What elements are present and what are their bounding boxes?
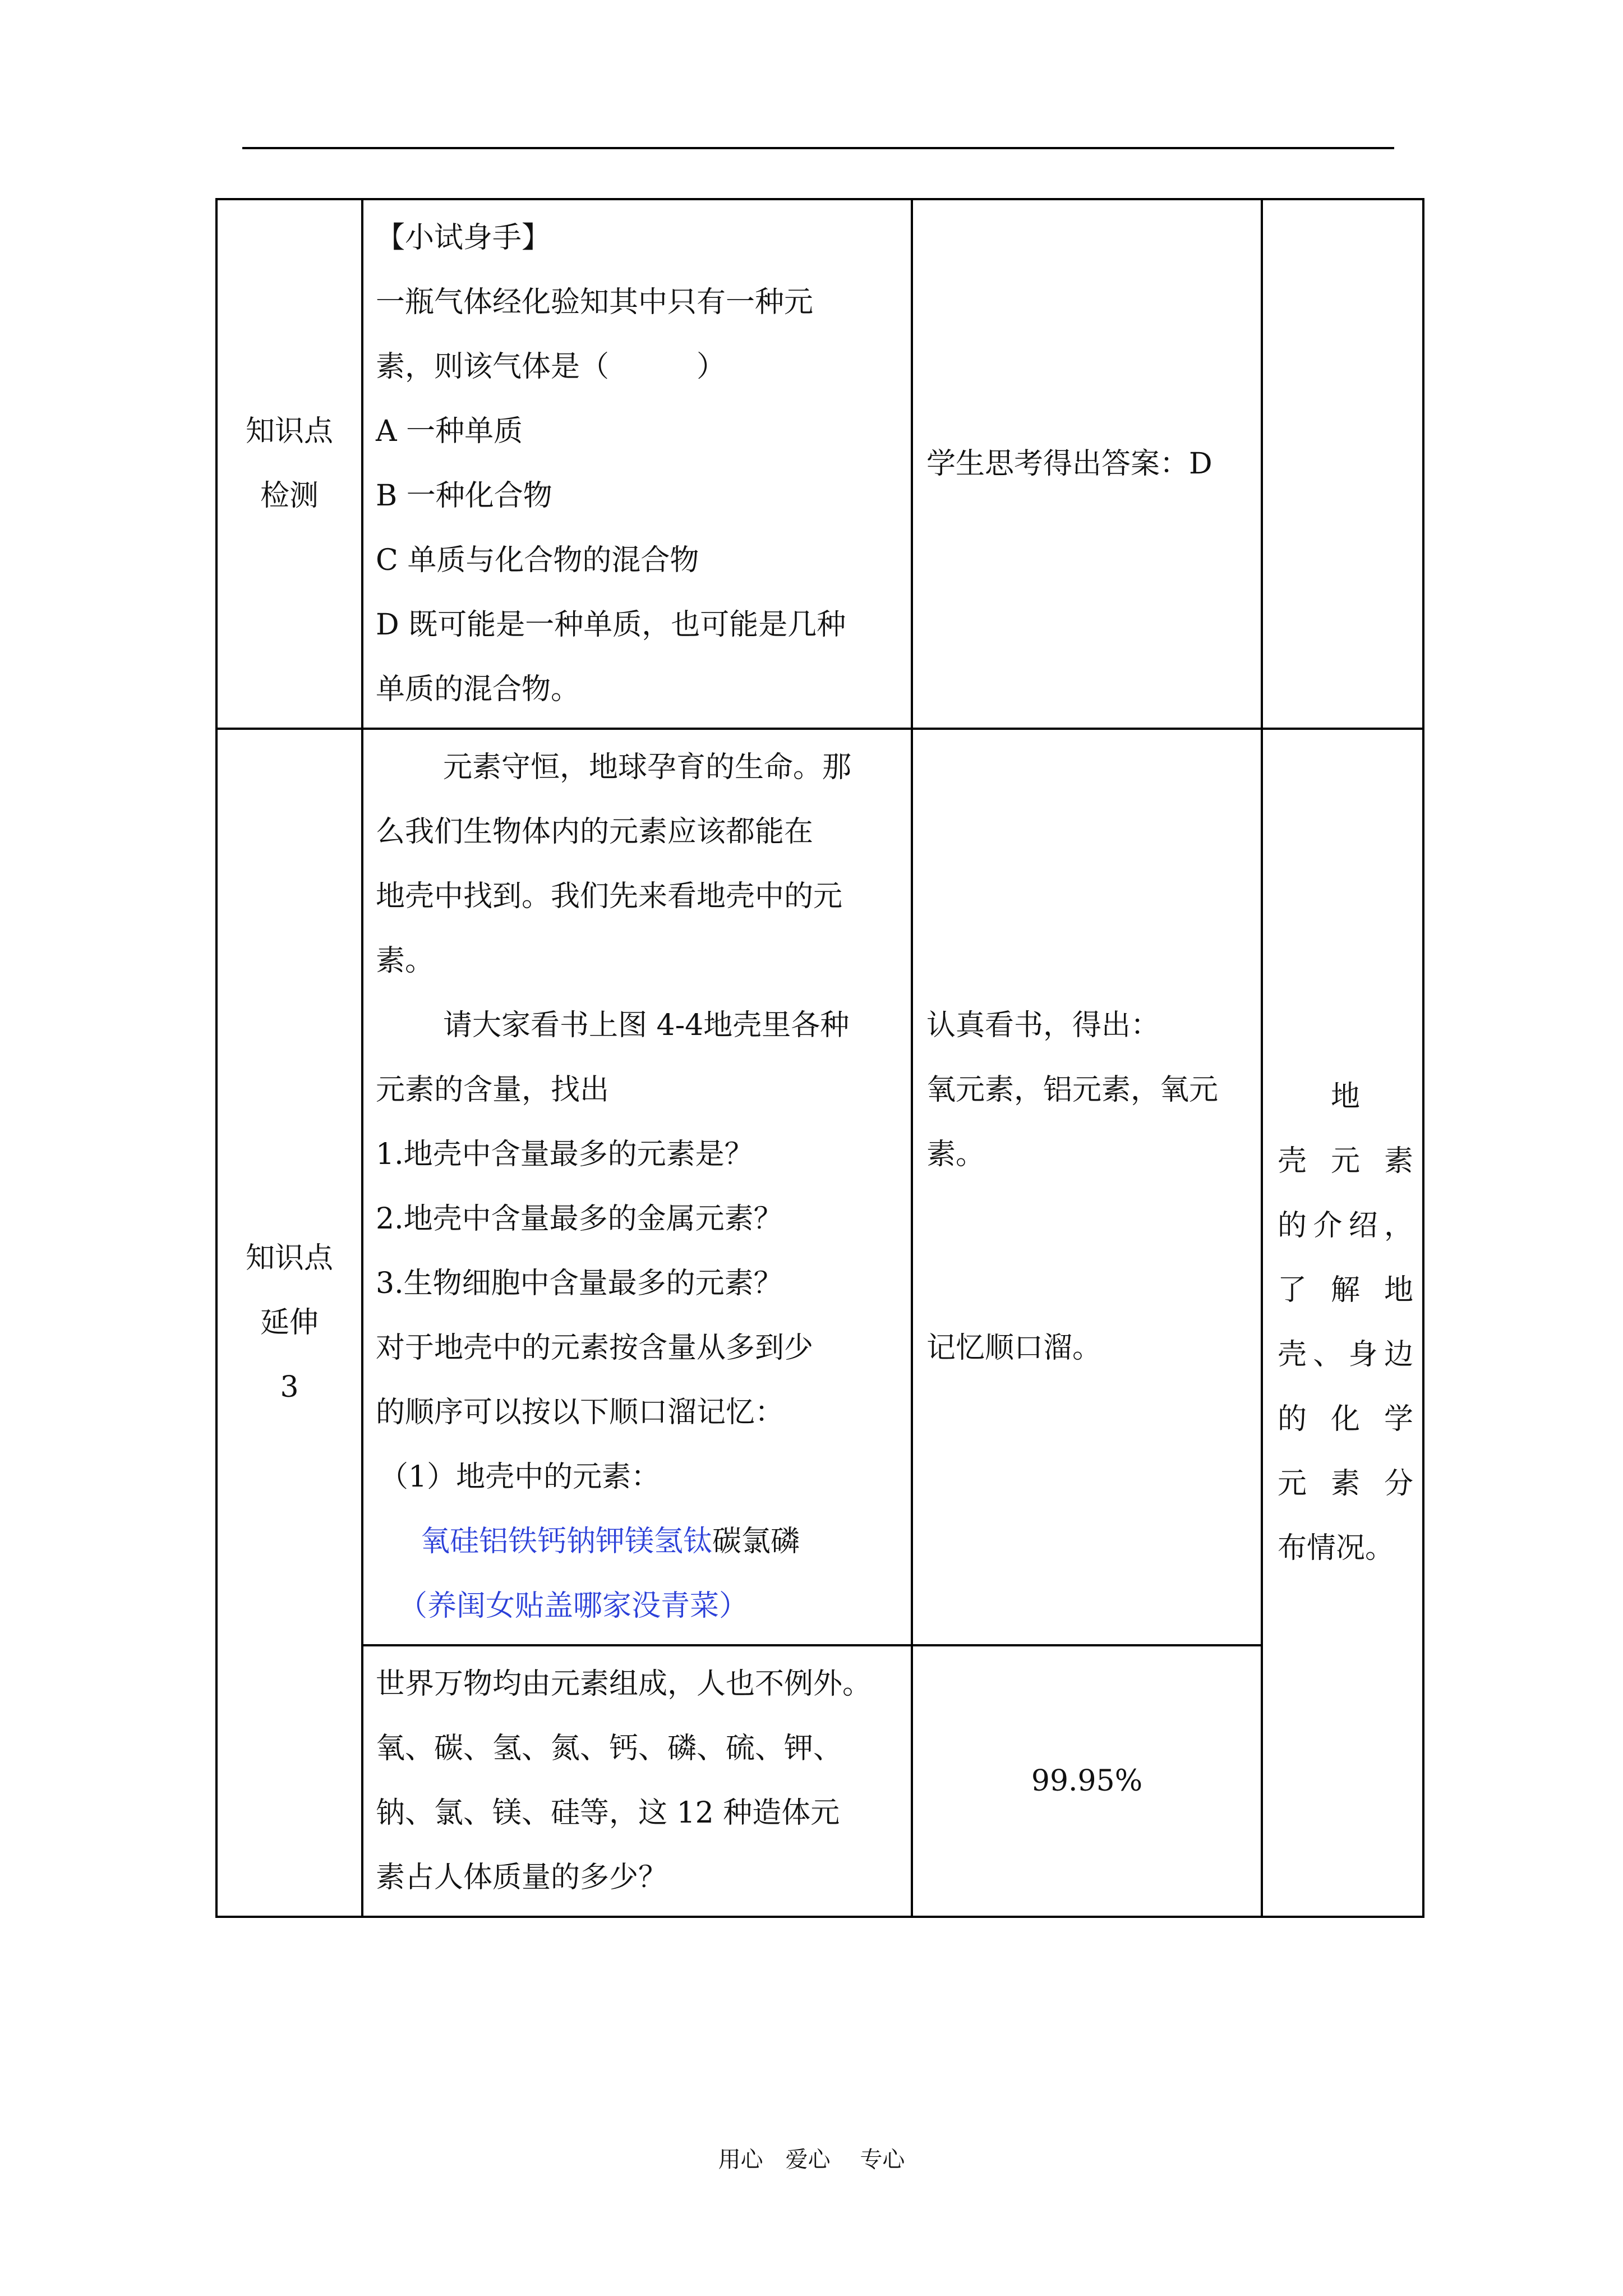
section-label-line: 知识点 [245, 1241, 333, 1275]
intent-line: 地 [1330, 1080, 1360, 1114]
content-line: A 一种单质 [376, 415, 523, 448]
intent-cell [1262, 729, 1423, 1917]
content-cell [362, 199, 912, 729]
intent-line: 布情况。 [1278, 1531, 1395, 1565]
content-cell [362, 1645, 912, 1917]
header-rule [242, 147, 1394, 149]
content-line: 3.生物细胞中含量最多的元素？ [376, 1267, 783, 1300]
content-line: C 单质与化合物的混合物 [376, 544, 699, 577]
intent-line: 壳、身边 [1278, 1338, 1413, 1372]
content-line: 氧、碳、氢、氮、钙、磷、硫、钾、 [376, 1732, 843, 1765]
content-line: 钠、氯、镁、硅等，这 12 种造体元 [376, 1796, 840, 1830]
content-line: 的顺序可以按以下顺口溜记忆： [376, 1396, 785, 1429]
content-line: 2.地壳中含量最多的金属元素？ [376, 1202, 783, 1236]
student-answer: 学生思考得出答案：D [926, 447, 1212, 481]
page-footer: 用心 爱心 专心 [718, 2147, 905, 2173]
section-label-cell [216, 199, 362, 729]
intent-line: 壳元素 [1278, 1144, 1413, 1178]
mnemonic-line [376, 1510, 900, 1574]
student-activity-memo: 记忆顺口溜。 [926, 1331, 1102, 1365]
student-activity-line: 素。 [926, 1138, 985, 1171]
content-cell [362, 729, 912, 1645]
content-line: （1）地壳中的元素： [379, 1460, 661, 1494]
content-line: 素。 [376, 944, 435, 978]
table-row-check [216, 199, 1423, 729]
student-activity-line: 氧元素，铝元素，氧元 [926, 1073, 1219, 1107]
content-line: 1.地壳中含量最多的元素是？ [376, 1138, 754, 1171]
student-activity-line: 认真看书，得出： [926, 1009, 1160, 1042]
content-line: 单质的混合物。 [376, 673, 580, 706]
content-line: 么我们生物体内的元素应该都能在 [376, 815, 814, 849]
intent-cell [1262, 199, 1423, 729]
content-line: 一瓶气体经化验知其中只有一种元 [376, 286, 814, 319]
content-line: 地壳中找到。我们先来看地壳中的元 [376, 880, 843, 913]
section-label-line: 延伸 [260, 1305, 319, 1340]
content-line: 【小试身手】 [376, 221, 551, 255]
intent-line: 的介绍， [1278, 1209, 1413, 1243]
mnemonic-elements-tail: 碳氯磷 [712, 1525, 800, 1558]
content-line: 请大家看书上图 4-4地壳里各种 [443, 1009, 850, 1042]
section-label-line: 知识点 [245, 415, 333, 448]
student-activity-cell [912, 199, 1262, 729]
student-activity-cell [912, 729, 1262, 1645]
content-line: 元素守恒，地球孕育的生命。那 [443, 751, 852, 784]
section-label-line: 3 [280, 1370, 299, 1404]
content-line: 素，则该气体是（ ） [376, 350, 726, 384]
content-line: 素占人体质量的多少？ [376, 1861, 668, 1894]
section-label-cell [216, 729, 362, 1917]
percentage-answer: 99.95% [1031, 1764, 1143, 1798]
intent-line: 元素分 [1278, 1467, 1413, 1501]
table-row-extension [216, 729, 1423, 1645]
mnemonic-phrase: （养闺女贴盖哪家没青菜） [398, 1589, 749, 1623]
lesson-table [215, 198, 1424, 1918]
table-row-human-elements [216, 1645, 1423, 1917]
content-line: B 一种化合物 [376, 479, 552, 513]
intent-line: 的化学 [1278, 1402, 1413, 1436]
student-activity-spacer [926, 1187, 1251, 1251]
content-line: 对于地壳中的元素按含量从多到少 [376, 1331, 814, 1365]
mnemonic-elements: 氧硅铝铁钙钠钾镁氢钛 [421, 1525, 713, 1558]
student-activity-cell [912, 1645, 1262, 1917]
student-activity-spacer [926, 1251, 1251, 1316]
intent-line: 了解地 [1278, 1273, 1413, 1307]
content-line: D 既可能是一种单质，也可能是几种 [376, 608, 846, 642]
content-line: 世界万物均由元素组成，人也不例外。 [376, 1667, 872, 1701]
section-label-line: 检测 [260, 479, 319, 513]
content-line: 元素的含量，找出 [376, 1073, 610, 1107]
